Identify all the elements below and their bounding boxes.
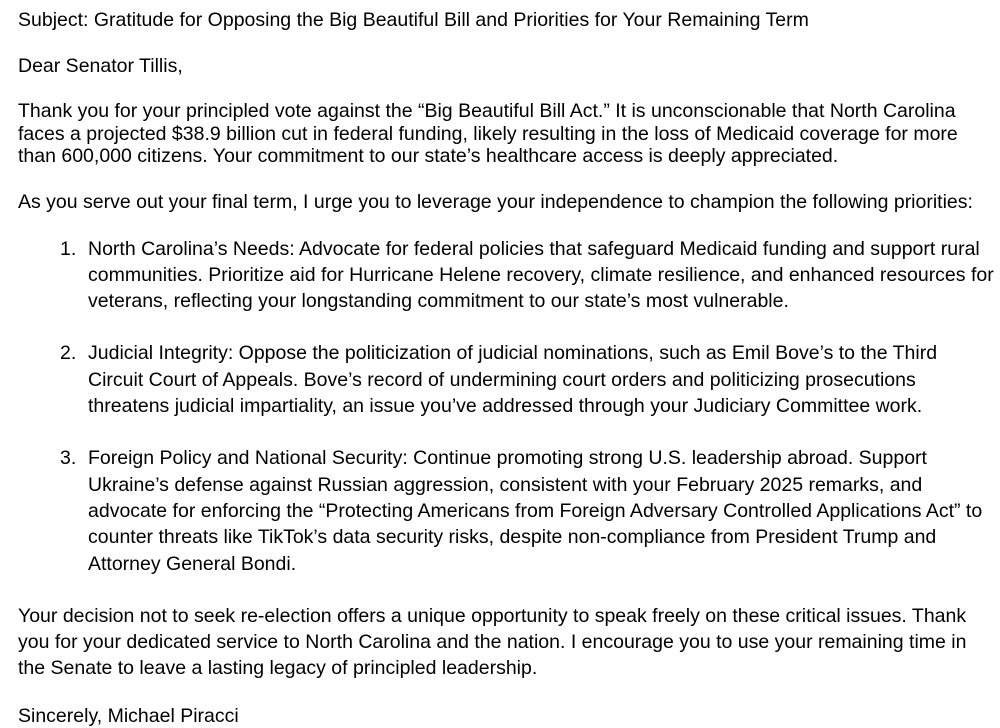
email-subject: Subject: Gratitude for Opposing the Big Beautiful Bill and Priorities for Your Remaining Term	[18, 9, 809, 31]
priority-number: 3.	[60, 447, 77, 470]
priority-text: North Carolina’s Needs: Advocate for federal policies that safeguard Medicaid funding and support rural communities. Prioritize aid for Hurricane Helene recovery, climate resilience, and enhanced resources for veterans, reflecting your longstanding commitment to our state’s most vulnerable.	[88, 237, 994, 313]
signoff: Sincerely, Michael Piracci	[18, 705, 239, 727]
priority-number: 2.	[60, 342, 77, 365]
priority-item	[18, 340, 956, 419]
email-body	[18, 9, 1000, 681]
paragraph-vote-thanks: Thank you for your principled vote against the “Big Beautiful Bill Act.” It is unconscionable that North Carolina faces a projected $38.9 billion cut in federal funding, likely resulting in the loss of Medicaid coverage for more than 600,000 citizens. Your commitment to our state’s healthcare access is deeply appreciated.	[18, 100, 958, 168]
priority-text: Foreign Policy and National Security: Continue promoting strong U.S. leadership abroad. Support Ukraine’s defense against Russian aggression, consistent with your February 2025 remarks, and advocate for enforcing the “Protecting Americans from Foreign Adversary Controlled Applications Act” to counter threats like TikTok’s data security risks, despite non-compliance from President Trump and Attorney General Bondi.	[88, 447, 983, 575]
paragraph-priorities-intro: As you serve out your final term, I urge you to leverage your independence to champion the following priorities:	[18, 190, 973, 213]
priority-item	[18, 236, 1000, 315]
priorities-list	[18, 236, 1000, 577]
priority-number: 1.	[60, 237, 77, 260]
priority-text: Judicial Integrity: Oppose the politicization of judicial nominations, such as Emil Bove’s to the Third Circuit Court of Appeals. Bove’s record of undermining court orders and politicizing prosecutions threatens judicial impartiality, an issue you’ve addressed through your Judiciary Committee work.	[88, 342, 938, 418]
paragraph-closing: Your decision not to seek re-election offers a unique opportunity to speak freely on these critical issues. Thank you for your dedicated service to North Carolina and the nation. I encourage you to use your remaining time in the Senate to leave a lasting legacy of principled leadership.	[18, 604, 967, 679]
priority-item	[18, 445, 1000, 576]
salutation: Dear Senator Tillis,	[18, 54, 183, 77]
